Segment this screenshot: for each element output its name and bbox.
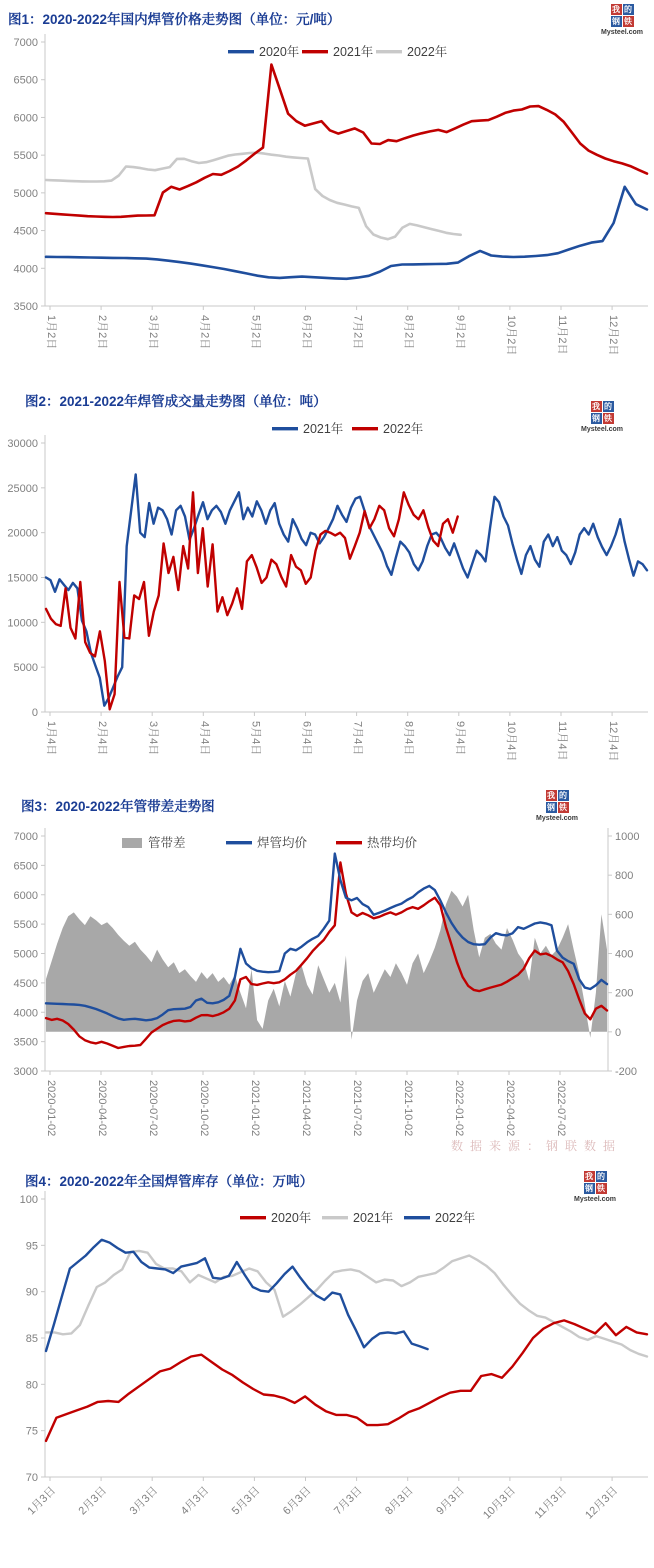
legend-label: 热带均价 [367, 836, 418, 850]
x-axis-tick-label: 8月4日 [402, 721, 415, 756]
line-series-2022年 [46, 153, 461, 240]
y-axis-tick-label: 30000 [7, 438, 38, 450]
logo-square: 的 [559, 791, 567, 800]
x-axis-tick-label: 5月2日 [249, 315, 262, 350]
logo-square: 的 [597, 1172, 605, 1181]
x-axis-tick-label: 12月4日 [607, 721, 620, 762]
mysteel-logo-text: Mysteel.com [573, 1196, 617, 1203]
x-axis-tick-label: 4月2日 [198, 315, 211, 350]
chart-1-canvas [0, 0, 654, 383]
chart-4-canvas [0, 1163, 654, 1568]
x-axis-tick-label: 2022-04-02 [504, 1080, 516, 1137]
y-axis-tick-label: 75 [25, 1425, 38, 1438]
x-axis-tick-label: 1月2日 [45, 315, 57, 350]
x-axis-tick-label: 3月3日 [127, 1484, 161, 1518]
y-axis-tick-label: 10000 [7, 617, 38, 630]
y-axis-right-tick-label: 600 [615, 909, 634, 922]
x-axis-tick-label: 2月3日 [76, 1484, 110, 1518]
y-axis-tick-label: 4500 [13, 977, 38, 990]
chart-1-title: 图1：2020-2022年国内焊管价格走势图（单位：元/吨） [8, 12, 341, 27]
x-axis-tick-label: 6月2日 [300, 315, 313, 350]
y-axis-tick-label: 5500 [13, 150, 38, 163]
legend-swatch [226, 841, 252, 844]
x-axis-tick-label: 5月3日 [229, 1484, 263, 1518]
y-axis-tick-label: 6000 [13, 889, 38, 902]
legend-label: 2021年 [353, 1211, 394, 1225]
y-axis-tick-label: 25000 [7, 482, 38, 495]
legend-swatch [352, 427, 378, 430]
legend-swatch [228, 50, 254, 53]
legend-swatch [404, 1216, 430, 1219]
chart-4-title: 图4：2020-2022年全国焊管库存（单位：万吨） [25, 1174, 314, 1189]
line-series-2020年 [46, 187, 647, 279]
x-axis-tick-label: 10月2日 [504, 315, 517, 356]
y-axis-tick-label: 7000 [13, 831, 38, 843]
chart-1-block [0, 0, 654, 383]
y-axis-tick-label: 6000 [13, 112, 38, 125]
y-axis-tick-label: 4000 [13, 263, 38, 276]
legend-swatch [322, 1216, 348, 1219]
x-axis-tick-label: 6月3日 [280, 1484, 314, 1518]
y-axis-right-tick-label: 1000 [615, 831, 640, 843]
x-axis-tick-label: 2022-01-02 [453, 1080, 465, 1137]
legend-swatch [240, 1216, 266, 1219]
y-axis-tick-label: 95 [25, 1240, 38, 1253]
y-axis-right-tick-label: 200 [615, 987, 634, 1000]
x-axis-tick-label: 9月2日 [453, 315, 466, 350]
x-axis-tick-label: 2020-01-02 [45, 1080, 57, 1137]
logo-square: 我 [547, 791, 555, 800]
y-axis-right-tick-label: 400 [615, 948, 634, 961]
y-axis-right-tick-label: 0 [615, 1026, 622, 1039]
logo-square: 铁 [559, 803, 567, 812]
x-axis-tick-label: 11月2日 [556, 315, 568, 355]
line-series-2021年 [46, 65, 647, 217]
chart-2-title: 图2：2021-2022年焊管成交量走势图（单位：吨） [25, 394, 327, 409]
y-axis-tick-label: 3500 [13, 1036, 38, 1049]
x-axis-tick-label: 8月2日 [402, 315, 415, 350]
legend-swatch [336, 841, 362, 844]
x-axis-tick-label: 5月4日 [249, 721, 262, 756]
y-axis-tick-label: 5500 [13, 919, 38, 932]
x-axis-tick-label: 2月4日 [96, 721, 109, 756]
x-axis-tick-label: 3月4日 [147, 721, 160, 756]
y-axis-tick-label: 6500 [13, 74, 38, 87]
x-axis-tick-label: 2020-10-02 [198, 1080, 210, 1137]
legend-label: 焊管均价 [257, 836, 308, 850]
data-source-note: 数据来源：钢联数据 [450, 1139, 622, 1153]
line-series-2021年 [46, 474, 647, 705]
x-axis-tick-label: 2021-04-02 [300, 1080, 312, 1137]
y-axis-tick-label: 70 [25, 1472, 38, 1484]
logo-square: 我 [585, 1172, 593, 1181]
legend-label: 2020年 [259, 45, 300, 59]
y-axis-tick-label: 6500 [13, 860, 38, 873]
logo-square: 铁 [624, 17, 632, 26]
y-axis-tick-label: 90 [25, 1286, 38, 1299]
chart-3-title: 图3：2020-2022年管带差走势图 [21, 799, 215, 814]
legend-label: 2021年 [333, 45, 374, 59]
x-axis-tick-label: 3月2日 [147, 315, 160, 350]
x-axis-tick-label: 2022-07-02 [555, 1080, 567, 1137]
logo-square: 我 [592, 402, 600, 411]
x-axis-tick-label: 7月3日 [332, 1484, 365, 1518]
legend-label: 2021年 [303, 422, 344, 436]
logo-square: 钢 [585, 1184, 593, 1193]
y-axis-tick-label: 7000 [13, 37, 38, 49]
x-axis-tick-label: 2021-01-02 [249, 1080, 261, 1137]
chart-2-block [0, 383, 654, 788]
legend-swatch [272, 427, 298, 430]
legend-label: 2022年 [407, 45, 448, 59]
logo-square: 铁 [597, 1184, 605, 1193]
x-axis-tick-label: 2020-04-02 [96, 1080, 108, 1137]
logo-square: 的 [604, 402, 612, 411]
logo-square: 钢 [592, 414, 600, 423]
area-series-管带差 [46, 891, 607, 1040]
x-axis-tick-label: 10月3日 [480, 1484, 519, 1522]
legend-label: 2022年 [383, 422, 424, 436]
logo-square: 铁 [604, 414, 612, 423]
legend-label: 2020年 [271, 1211, 312, 1225]
x-axis-tick-label: 11月3日 [532, 1484, 570, 1522]
y-axis-tick-label: 5000 [13, 187, 38, 200]
mysteel-logo-text: Mysteel.com [580, 426, 624, 433]
y-axis-tick-label: 80 [25, 1379, 38, 1392]
x-axis-tick-label: 11月4日 [556, 721, 568, 761]
y-axis-tick-label: 5000 [13, 662, 38, 675]
x-axis-tick-label: 7月4日 [351, 721, 364, 756]
mysteel-logo-text: Mysteel.com [535, 815, 579, 822]
mysteel-logo-text: Mysteel.com [600, 29, 644, 36]
y-axis-tick-label: 20000 [7, 527, 38, 540]
legend-swatch [122, 838, 142, 848]
chart-2-canvas [0, 383, 654, 788]
y-axis-right-tick-label: 800 [615, 870, 634, 883]
chart-3-block [0, 788, 654, 1166]
chart-4-block [0, 1163, 654, 1568]
x-axis-tick-label: 2月2日 [96, 315, 109, 350]
logo-square: 的 [624, 5, 632, 14]
line-series-2021年 [46, 1251, 647, 1357]
y-axis-tick-label: 5000 [13, 948, 38, 961]
y-axis-tick-label: 3000 [13, 1066, 38, 1078]
legend-swatch [302, 50, 328, 53]
line-series-2022年 [46, 1240, 428, 1351]
y-axis-tick-label: 0 [31, 707, 38, 719]
x-axis-tick-label: 6月4日 [300, 721, 313, 756]
logo-square: 我 [612, 5, 620, 14]
x-axis-tick-label: 2020-07-02 [147, 1080, 159, 1137]
x-axis-tick-label: 9月4日 [453, 721, 466, 756]
line-series-2022年 [46, 492, 458, 709]
x-axis-tick-label: 7月2日 [351, 315, 364, 350]
x-axis-tick-label: 2021-10-02 [402, 1080, 414, 1137]
x-axis-tick-label: 4月3日 [178, 1484, 212, 1518]
y-axis-tick-label: 85 [25, 1333, 38, 1345]
logo-square: 钢 [547, 803, 555, 812]
legend-swatch [376, 50, 402, 53]
chart-3-canvas [0, 788, 654, 1166]
y-axis-tick-label: 100 [19, 1194, 38, 1206]
y-axis-right-tick-label: -200 [615, 1066, 638, 1078]
x-axis-tick-label: 1月4日 [45, 721, 57, 756]
x-axis-tick-label: 12月2日 [607, 315, 620, 356]
x-axis-tick-label: 9月3日 [434, 1484, 467, 1518]
x-axis-tick-label: 4月4日 [198, 721, 211, 756]
legend-label: 管带差 [148, 836, 186, 850]
y-axis-tick-label: 4000 [13, 1007, 38, 1020]
y-axis-tick-label: 4500 [13, 225, 38, 238]
line-series-2020年 [46, 1320, 647, 1441]
y-axis-tick-label: 3500 [13, 301, 38, 313]
x-axis-tick-label: 10月4日 [504, 721, 517, 762]
x-axis-tick-label: 8月3日 [383, 1484, 416, 1518]
x-axis-tick-label: 12月3日 [583, 1484, 621, 1522]
x-axis-tick-label: 1月3日 [25, 1484, 59, 1518]
logo-square: 钢 [612, 17, 620, 26]
legend-label: 2022年 [435, 1211, 476, 1225]
y-axis-tick-label: 15000 [7, 572, 38, 585]
x-axis-tick-label: 2021-07-02 [351, 1080, 363, 1137]
